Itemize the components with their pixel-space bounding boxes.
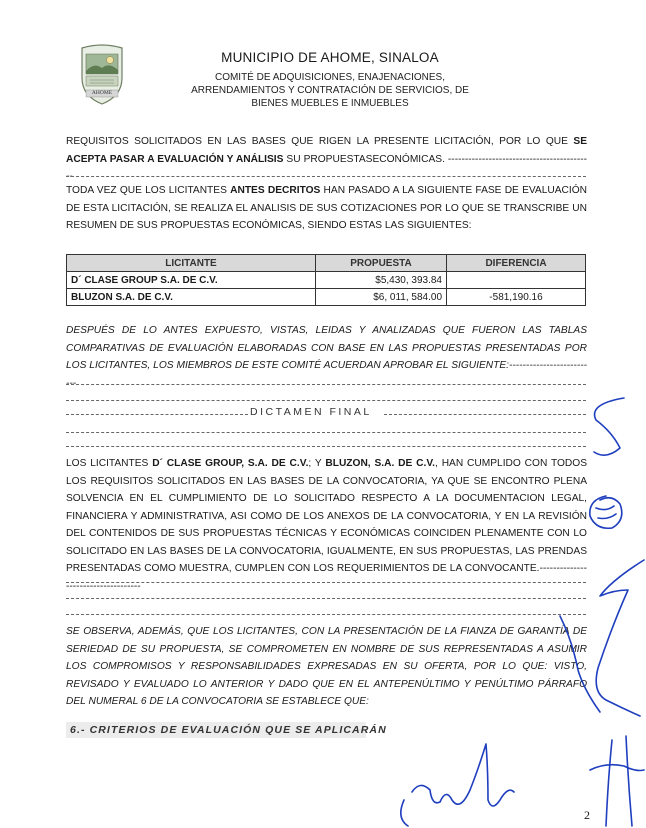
text-segment: , HAN CUMPLIDO CON TODOS LOS REQUISITOS SOLICITADOS EN LAS BASES DE LA CONVOCATORIA, YA QUE SE ENCONTRO PLENA SOLVENCIA EN EL CUMPLIMIENTO DE LO SOLICITADO RESPECTO A LA DOCUMENTACION LEGAL, FINANCIERA Y ADMINISTRATIVA, ASI COMO DE LOS ANEXOS DE LA CONVOCATORIA, Y EN LA REVISIÓN DEL CONTENIDOS DE SUS PROPUESTAS TÉCNICAS Y ECONÓMICAS COINCIDEN PLENAMENTE CON LO SOLICITADO EN LAS BASES DE LA CONVOCATORIA, IGUALMENTE, EN SUS PROPUESTAS, LAS PRENDAS PRESENTADAS COMO MUESTRA, CUMPLEN CON LOS REQUERIMIENTOS DE LA CONVOCANTE.------------------------------------: [66, 458, 587, 592]
bold-segment: D´ CLASE GROUP, S.A. DE C.V.: [152, 458, 309, 469]
text-segment: REQUISITOS SOLICITADOS EN LAS BASES QUE RIGEN LA PRESENTE LICITACIÓN, POR LO QUE: [66, 136, 574, 147]
paragraph-after-analysis: DESPUÉS DE LO ANTES EXPUESTO, VISTAS, LEIDAS Y ANALIZADAS QUE FUERON LAS TABLAS COMPARATIVAS DE EVALUACIÓN ELABORADAS CON BASE EN LAS PROPUESTAS PRESENTADAS POR LOS LICITANTES, LOS MIEMBROS DE ESTE COMITÉ ACUERDAN APROBAR EL SIGUIENTE:--------------------------: [66, 325, 587, 389]
cell-licitante: BLUZON S.A. DE C.V.: [67, 289, 316, 306]
municipality-title: MUNICIPIO DE AHOME, SINALOA: [221, 50, 439, 65]
committee-line-1: COMITÉ DE ADQUISICIONES, ENAJENACIONES,: [214, 72, 446, 83]
text-segment: ; Y: [308, 458, 326, 469]
text-segment: SU PROPUESTASECONÓMICAS. -------------------------------------------: [66, 153, 588, 182]
bold-segment: SE ACEPTA PASAR A EVALUACIÓN Y ANÁLISIS: [66, 136, 587, 165]
logo-caption: AHOME: [91, 90, 113, 96]
bold-segment: BLUZON, S.A. DE C.V.: [325, 458, 436, 469]
cell-licitante: D´ CLASE GROUP S.A. DE C.V.: [67, 272, 316, 289]
text-segment: HAN PASADO A LA SIGUIENTE FASE DE EVALUACIÓN DE ESTA LICITACIÓN, SE REALIZA EL ANALISIS DE SUS COTIZACIONES POR LO QUE SE TRANSCRIBE UN RESUMEN DE SUS PROPUESTAS ECONÓMICAS, SIENDO ESTAS LAS SIGUIENTES:: [66, 185, 587, 231]
committee-line-2: ARRENDAMIENTOS Y CONTRATACIÓN DE SERVICIOS, DE: [191, 85, 469, 96]
committee-line-3: BIENES MUEBLES E INMUEBLES: [251, 98, 409, 109]
page-number: 2: [584, 808, 590, 822]
paragraph-guarantee-observation: SE OBSERVA, ADEMÁS, QUE LOS LICITANTES, CON LA PRESENTACIÓN DE LA FIANZA DE GARANTÍA DE SERIEDAD DE SU PROPUESTA, SE COMPROMETEN EN NOMBRE DE SUS REPRESENTADAS A ASUMIR LOS COMPROMISOS Y RESPONSABILIDADES EXPRESADAS EN SU OFERTA, POR LO QUE: VISTO, REVISADO Y EVALUADO LO ANTERIOR Y DADO QUE EN EL ANTEPENÚLTIMO Y PENÚLTIMO PÁRRAFO DEL NUMERAL 6 DE LA CONVOCATORIA SE ESTABLECE QUE:: [66, 626, 587, 707]
cell-propuesta: $6, 011, 584.00: [316, 289, 447, 306]
cell-diferencia: -581,190.16: [447, 289, 586, 306]
text-segment: TODA VEZ QUE LOS LICITANTES: [66, 185, 231, 196]
column-header-propuesta: PROPUESTA: [316, 255, 447, 272]
text-segment: LOS LICITANTES: [66, 458, 153, 469]
column-header-licitante: LICITANTE: [67, 255, 316, 272]
dictamen-final-heading: DICTAMEN FINAL: [250, 406, 372, 418]
section-heading-evaluation-criteria: 6.- CRITERIOS DE EVALUACIÓN QUE SE APLICARÁN: [70, 724, 387, 736]
cell-propuesta: $5,430, 393.84: [316, 272, 447, 289]
column-header-diferencia: DIFERENCIA: [447, 255, 586, 272]
bold-segment: ANTES DECRITOS: [230, 185, 321, 196]
